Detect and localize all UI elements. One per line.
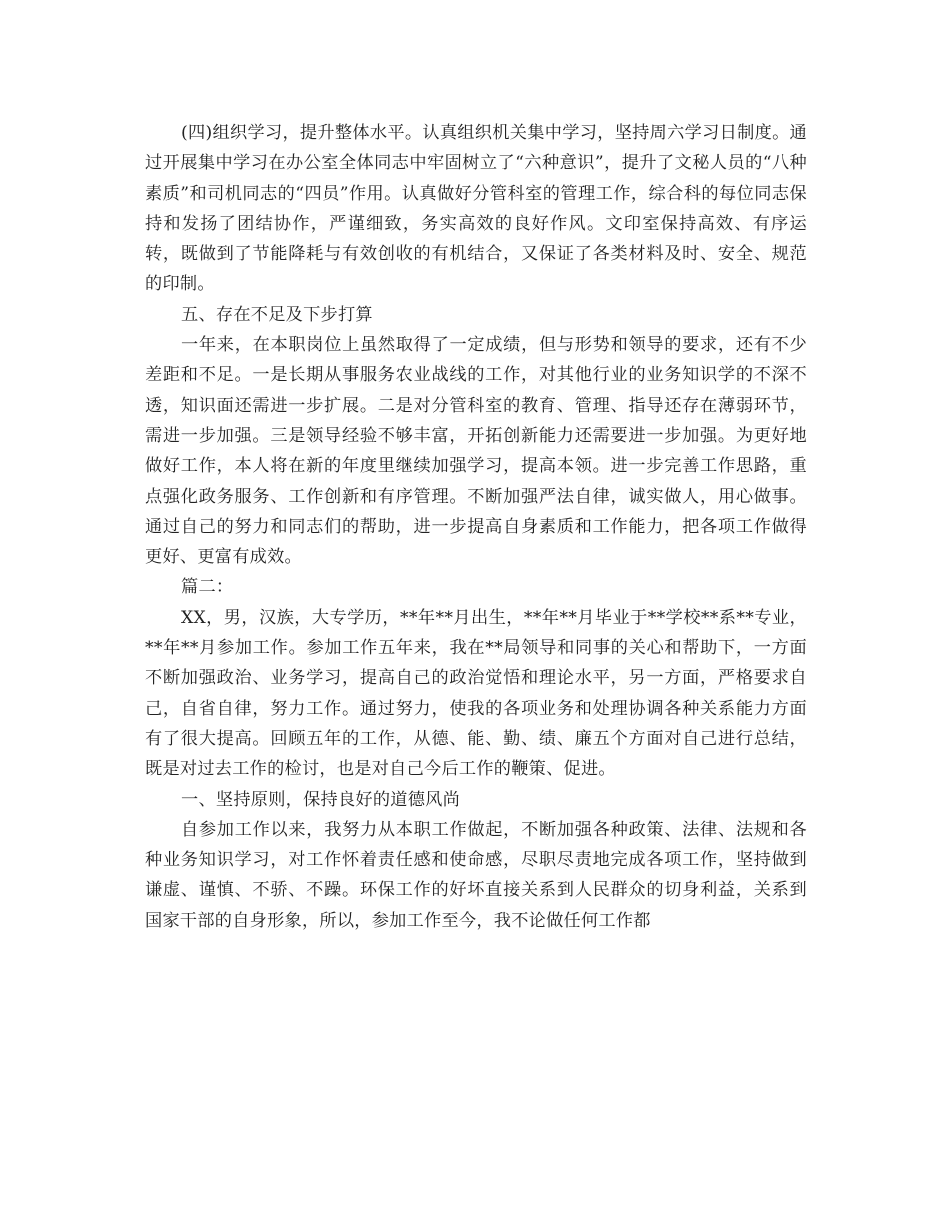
paragraph-personal-intro: XX，男，汉族，大专学历，**年**月出生，**年**月毕业于**学校**系**专业，**年**月参加工作。参加工作五年来，我在**局领导和同事的关心和帮助下，一方面不断加强政治、业务学习，提高自己的政治觉悟和理论水平，另一方面，严格要求自己，自省自律，努力工作。通过努力，使我的各项业务和处理协调各种关系能力方面有了很大提高。回顾五年的工作，从德、能、勤、绩、廉五个方面对自己进行总结，既是对过去工作的检讨，也是对自己今后工作的鞭策、促进。 [145,607,807,780]
document-body [145,118,807,936]
paragraph-shortcomings: 一年来，在本职岗位上虽然取得了一定成绩，但与形势和领导的要求，还有不少差距和不足。一是长期从事服务农业战线的工作，对其他行业的业务知识学的不深不透，知识面还需进一步扩展。二是对分管科室的教育、管理、指导还存在薄弱环节，需进一步加强。三是领导经验不够丰富，开拓创新能力还需要进一步加强。为更好地做好工作，本人将在新的年度里继续加强学习，提高本领。进一步完善工作思路，重点强化政务服务、工作创新和有序管理。不断加强严法自律，诚实做人，用心做事。通过自己的努力和同志们的帮助，进一步提高自身素质和工作能力，把各项工作做得更好、更富有成效。 [145,335,807,568]
paragraph-principles: 自参加工作以来，我努力从本职工作做起，不断加强各种政策、法律、法规和各种业务知识学习，对工作怀着责任感和使命感，尽职尽责地完成各项工作，坚持做到谦虚、谨慎、不骄、不躁。环保工作的好坏直接关系到人民群众的切身利益，关系到国家干部的自身形象，所以，参加工作至今，我不论做任何工作都 [145,819,807,931]
section-heading-shortcomings: 五、存在不足及下步打算 [181,304,373,325]
paragraph-organize-study: (四)组织学习，提升整体水平。认真组织机关集中学习，坚持周六学习日制度。通过开展集中学习在办公室全体同志中牢固树立了“六种意识”，提升了文秘人员的“八种素质”和司机同志的“四员”作用。认真做好分管科室的管理工作，综合科的每位同志保持和发扬了团结协作，严谨细致，务实高效的良好作风。文印室保持高效、有序运转，既做到了节能降耗与有效创收的有机结合，又保证了各类材料及时、安全、规范的印制。 [145,123,807,295]
part-heading-two: 篇二： [181,577,234,598]
section-heading-principles: 一、坚持原则，保持良好的道德风尚 [181,789,461,810]
